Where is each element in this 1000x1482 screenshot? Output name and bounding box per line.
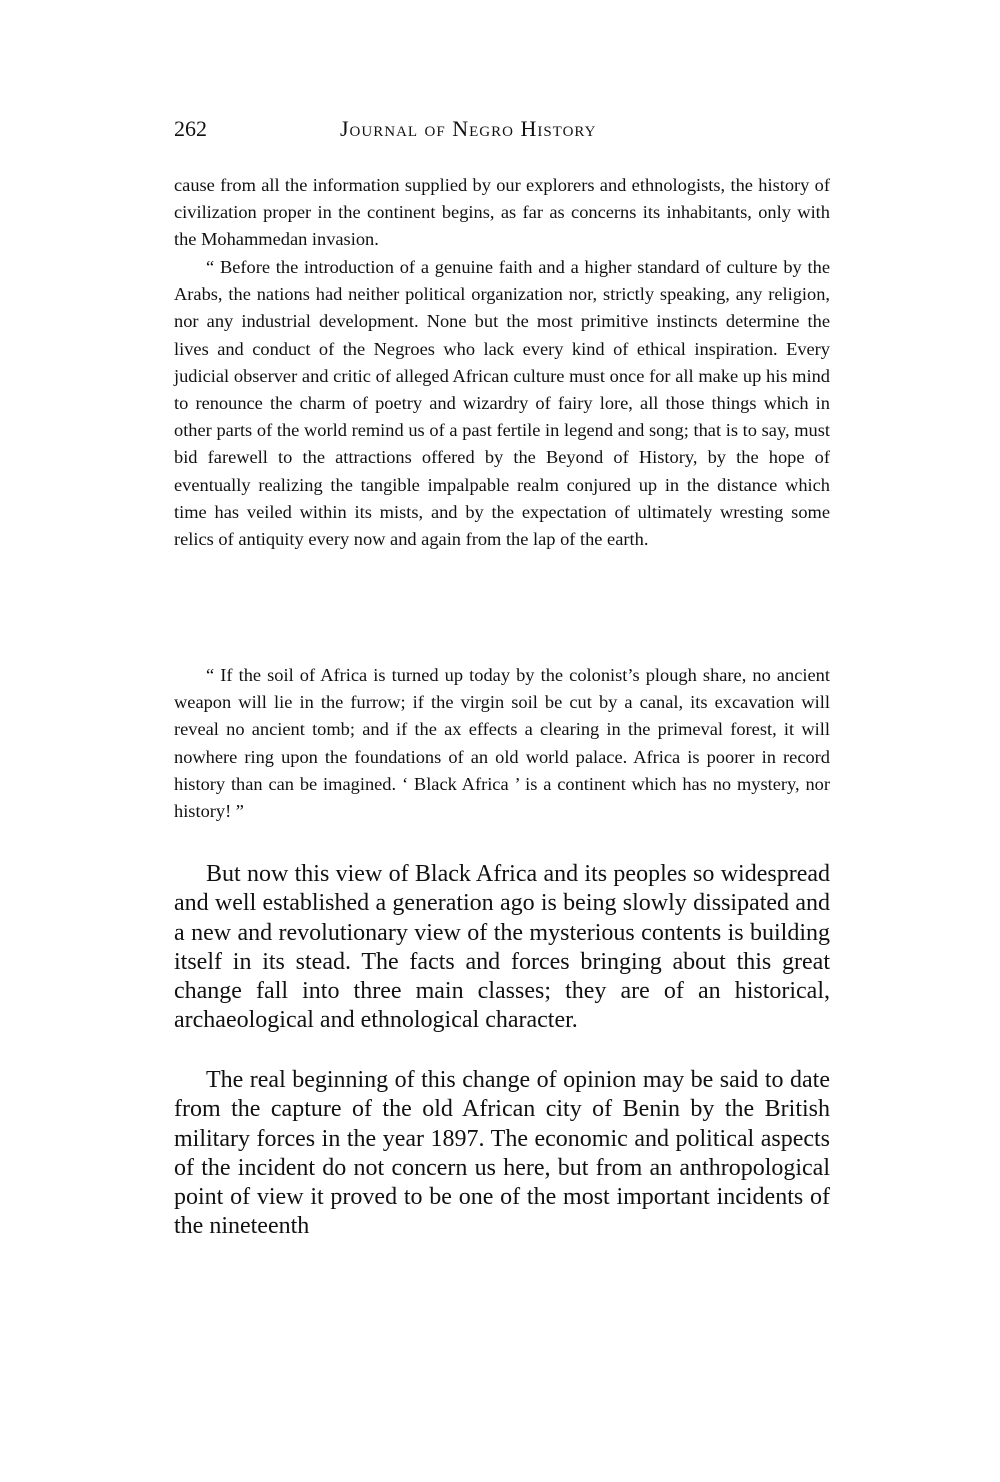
body-paragraph-1: But now this view of Black Africa and its peoples so widespread and well established a generation ago is being slowly dissipated and a new and revolutionary view of the mysterious contents is building itself in its stead. The facts and forces bringing about this great change fall into three main classes; they are of an historical, archaeological and ethnological character. [174,861,830,1034]
page-number: 262 [174,116,207,141]
quote-paragraph-2: “ Before the introduction of a genuine faith and a higher standard of culture by the Arabs, the nations had neither political organization nor, strictly speaking, any religion, nor any industrial development. None but the most primitive instincts determine the lives and conduct of the Negroes who lack every kind of ethical inspiration. Every judicial observer and critic of alleged African culture must once for all make up his mind to renounce the charm of poetry and wizardry of fairy lore, all those things which in other parts of the world remind us of a past fertile in legend and song; that is to say, must bid farewell to the attractions offered by the Beyond of History, by the hope of eventually realizing the tangible impalpable realm conjured up in the distance which time has veiled within its mists, and by the expectation of ultimately wresting some relics of antiquity every now and again from the lap of the earth. [174,257,830,550]
quote-paragraph-3: “ If the soil of Africa is turned up today by the colonist’s plough share, no ancient weapon will lie in the furrow; if the virgin soil be cut by a canal, its excavation will reveal no ancient tomb; and if the ax effects a clearing in the primeval forest, it will nowhere ring upon the foundations of an old world palace. Africa is poorer in record history than can be imagined. ‘ Black Africa ’ is a continent which has no mystery, nor history! ” [174,665,830,822]
running-head: Journal of Negro History [340,116,597,141]
quote-paragraph-1: cause from all the information supplied by our explorers and ethnologists, the history of civilization proper in the continent begins, as far as concerns its inhabitants, only with the Mohammedan invasion. [174,175,830,250]
body-paragraph-2: The real beginning of this change of opinion may be said to date from the capture of the old African city of Benin by the British military forces in the year 1897. The economic and political aspects of the incident do not concern us here, but from an anthropological point of view it proved to be one of the most important incidents of the nineteenth [174,1067,830,1240]
